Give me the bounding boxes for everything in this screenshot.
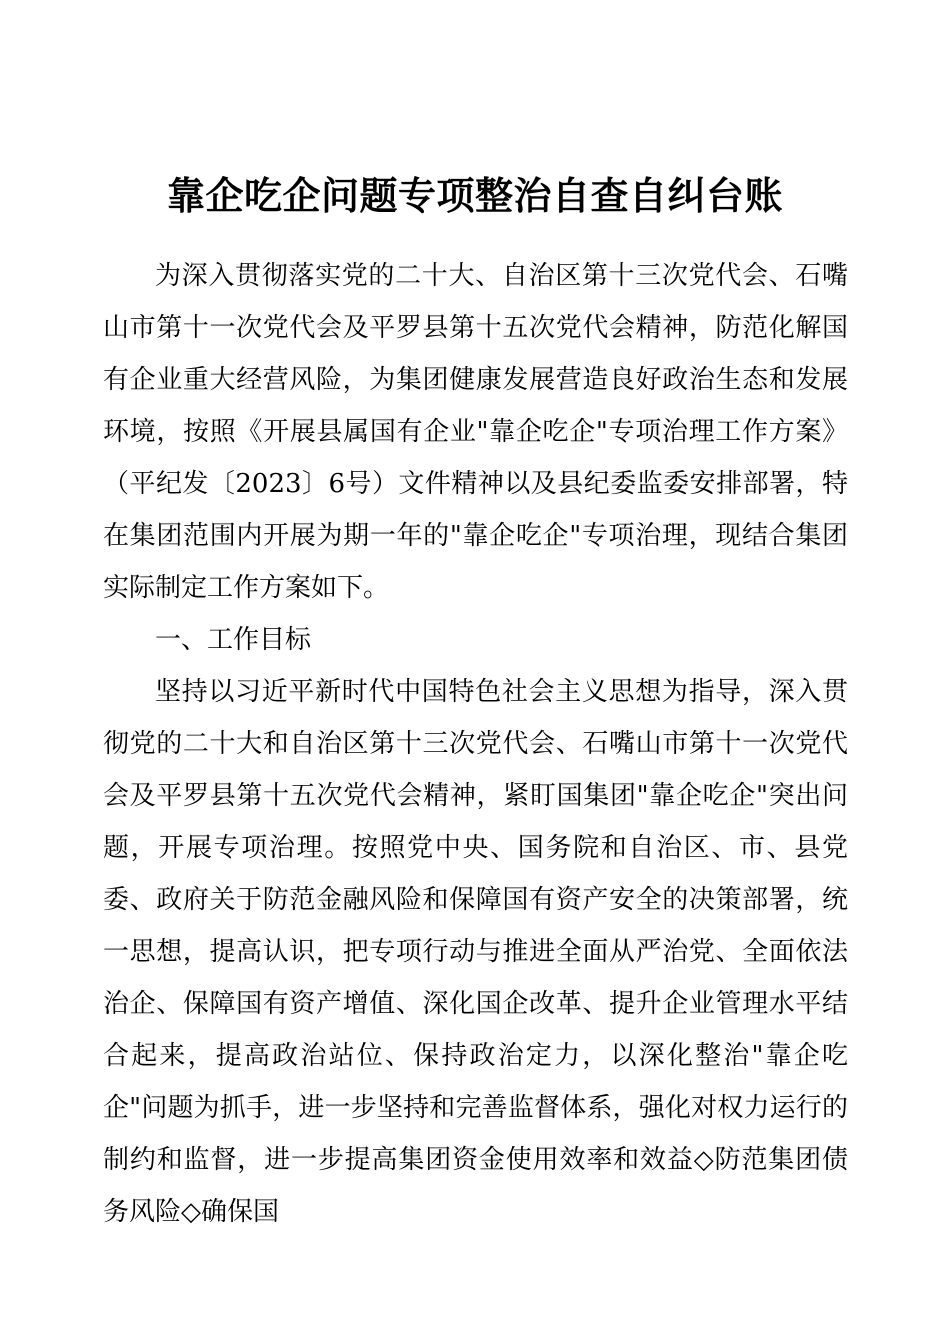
work-goals-paragraph: 坚持以习近平新时代中国特色社会主义思想为指导，深入贯彻党的二十大和自治区第十三次党代会、石嘴山市第十一次党代会及平罗县第十五次党代会精神，紧盯国集团"靠企吃企"突出问题，开展专项治理。按照党中央、国务院和自治区、市、县党委、政府关于防范金融风险和保障国有资产安全的决策部署，统一思想，提高认识，把专项行动与推进全面从严治党、全面依法治企、保障国有资产增值、深化国企改革、提升企业管理水平结合起来，提高政治站位、保持政治定力，以深化整治"靠企吃企"问题为抓手，进一步坚持和完善监督体系，强化对权力运行的制约和监督，进一步提高集团资金使用效率和效益◇防范集团债务风险◇确保国 xyxy=(103,677,848,1227)
document-title: 靠企吃企问题专项整治自查自纠台账 xyxy=(166,173,783,218)
section-heading-work-goals: 一、工作目标 xyxy=(155,625,312,655)
intro-paragraph: 为深入贯彻落实党的二十大、自治区第十三次党代会、石嘴山市第十一次党代会及平罗县第十五次党代会精神，防范化解国有企业重大经营风险，为集团健康发展营造良好政治生态和发展环境，按照《开展县属国有企业"靠企吃企"专项治理工作方案》（平纪发〔2023〕6号）文件精神以及县纪委监委安排部署，特在集团范围内开展为期一年的"靠企吃企"专项治理，现结合集团实际制定工作方案如下。 xyxy=(103,261,848,603)
document-body xyxy=(103,250,848,1238)
